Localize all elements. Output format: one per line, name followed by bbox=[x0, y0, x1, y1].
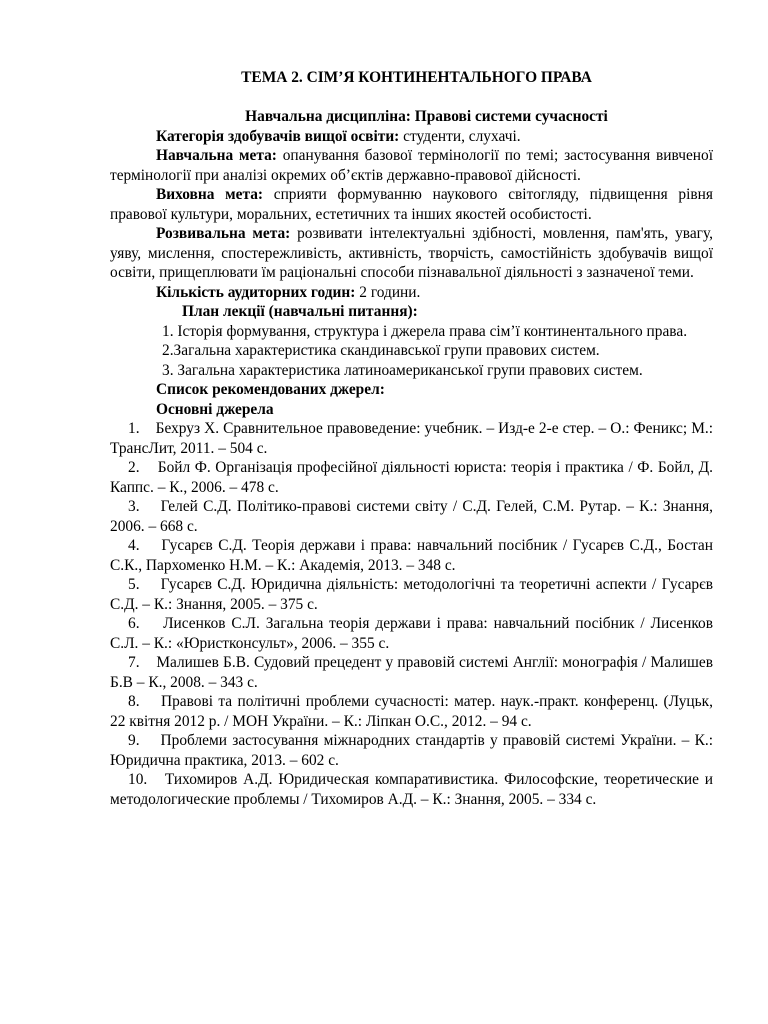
sources-heading: Список рекомендованих джерел: bbox=[156, 381, 385, 398]
reference-number: 1. bbox=[128, 420, 140, 437]
reference-item-6 bbox=[110, 614, 713, 653]
plan-heading: План лекції (навчальні питання): bbox=[182, 303, 418, 320]
reference-list bbox=[110, 419, 713, 809]
category-text: студенти, слухачі. bbox=[399, 127, 521, 145]
reference-text: Гусарєв С.Д. Юридична діяльність: методологічні та теоретичні аспекти / Гусарєв С.Д. – К.: Знання, 2005. – 375 с. bbox=[110, 576, 713, 613]
category-paragraph bbox=[110, 127, 713, 147]
educational-goal-text: опанування базової термінології по темі; застосування вивченої термінології при аналізі окремих об’єктів державно-правової дійсності. bbox=[110, 147, 713, 184]
hours-text: 2 години. bbox=[355, 283, 421, 301]
hours-paragraph bbox=[110, 283, 713, 303]
reference-item-10 bbox=[110, 770, 713, 809]
plan-item-3: 3. Загальна характеристика латиноамериканської групи правових систем. bbox=[162, 361, 643, 379]
category-label: Категорія здобувачів вищої освіти: bbox=[156, 127, 400, 145]
reference-text: Лисенков С.Л. Загальна теорія держави і права: навчальний посібник / Лисенков С.Л. – К.: «Юристконсульт», 2006. – 355 с. bbox=[110, 615, 714, 652]
reference-number: 8. bbox=[128, 693, 140, 710]
upbringing-goal-paragraph bbox=[110, 185, 713, 224]
reference-number: 10. bbox=[128, 771, 148, 788]
reference-number: 2. bbox=[128, 459, 140, 476]
reference-item-9 bbox=[110, 731, 713, 770]
developmental-goal-text: розвивати інтелектуальні здібності, мовлення, пам'ять, увагу, уяву, мислення, спостережливість, активність, творчість, самостійність здобувачів вищої освіти, прищеплювати їм раціональні способи пізнавальної діяльності з зазначеної теми. bbox=[110, 225, 713, 281]
reference-text: Тихомиров А.Д. Юридическая компаративистика. Философские, теоретические и методологические проблемы / Тихомиров А.Д. – К.: Знання, 2005. – 334 с. bbox=[110, 771, 714, 808]
reference-text: Бехруз Х. Сравнительное правоведение: учебник. – Изд-е 2-е стер. – О.: Феникс; М.: ТрансЛит, 2011. – 504 с. bbox=[110, 420, 713, 457]
reference-text: Правові та політичні проблеми сучасності: матер. наук.-практ. конференц. (Луцьк, 22 квітня 2012 р. / МОН України. – К.: Ліпкан О.С., 2012. – 94 с. bbox=[110, 693, 713, 730]
reference-item-1 bbox=[110, 419, 713, 458]
plan-item-1: 1. Історія формування, структура і джерела права сім’ї континентального права. bbox=[162, 322, 688, 340]
reference-item-5 bbox=[110, 575, 713, 614]
discipline-heading: Навчальна дисципліна: Правові системи сучасності bbox=[245, 108, 608, 125]
spacer bbox=[110, 88, 713, 108]
reference-number: 6. bbox=[128, 615, 140, 632]
hours-label: Кількість аудиторних годин: bbox=[156, 283, 356, 301]
reference-text: Гелей С.Д. Політико-правові системи світу / С.Д. Гелей, С.М. Рутар. – К.: Знання, 2006. – 668 с. bbox=[110, 498, 713, 535]
reference-number: 9. bbox=[128, 732, 140, 749]
reference-text: Проблеми застосування міжнародних стандартів у правовій системі України. – К.: Юридична практика, 2013. – 602 с. bbox=[110, 732, 714, 769]
educational-goal-paragraph bbox=[110, 146, 713, 185]
reference-number: 7. bbox=[128, 654, 140, 671]
reference-text: Бойл Ф. Організація професійної діяльності юриста: теорія і практика / Ф. Бойл, Д. Каппс. – К., 2006. – 478 с. bbox=[110, 459, 714, 496]
reference-item-4 bbox=[110, 536, 713, 575]
developmental-goal-label: Розвивальна мета: bbox=[156, 225, 291, 242]
plan-item-2: 2.Загальна характеристика скандинавської групи правових систем. bbox=[162, 342, 600, 359]
reference-item-2 bbox=[110, 458, 713, 497]
document-page bbox=[110, 68, 713, 809]
reference-number: 4. bbox=[128, 537, 140, 554]
reference-text: Малишев Б.В. Судовий прецедент у правовій системі Англії: монографія / Малишев Б.В – К., 2008. – 343 с. bbox=[110, 654, 713, 691]
upbringing-goal-text: сприяти формуванню наукового світогляду, підвищення рівня правової культури, моральних, естетичних та інших якостей особистості. bbox=[110, 186, 713, 223]
reference-item-7 bbox=[110, 653, 713, 692]
upbringing-goal-label: Виховна мета: bbox=[156, 186, 264, 203]
page-title: ТЕМА 2. СІМ’Я КОНТИНЕНТАЛЬНОГО ПРАВА bbox=[241, 69, 592, 86]
developmental-goal-paragraph bbox=[110, 224, 713, 283]
reference-item-3 bbox=[110, 497, 713, 536]
sources-subheading: Основні джерела bbox=[156, 400, 274, 418]
reference-item-8 bbox=[110, 692, 713, 731]
reference-number: 3. bbox=[128, 498, 140, 515]
reference-number: 5. bbox=[128, 576, 140, 593]
educational-goal-label: Навчальна мета: bbox=[156, 147, 277, 164]
reference-text: Гусарєв С.Д. Теорія держави і права: навчальний посібник / Гусарєв С.Д., Бостан С.К., Пархоменко Н.М. – К.: Академія, 2013. – 348 с. bbox=[110, 537, 714, 574]
